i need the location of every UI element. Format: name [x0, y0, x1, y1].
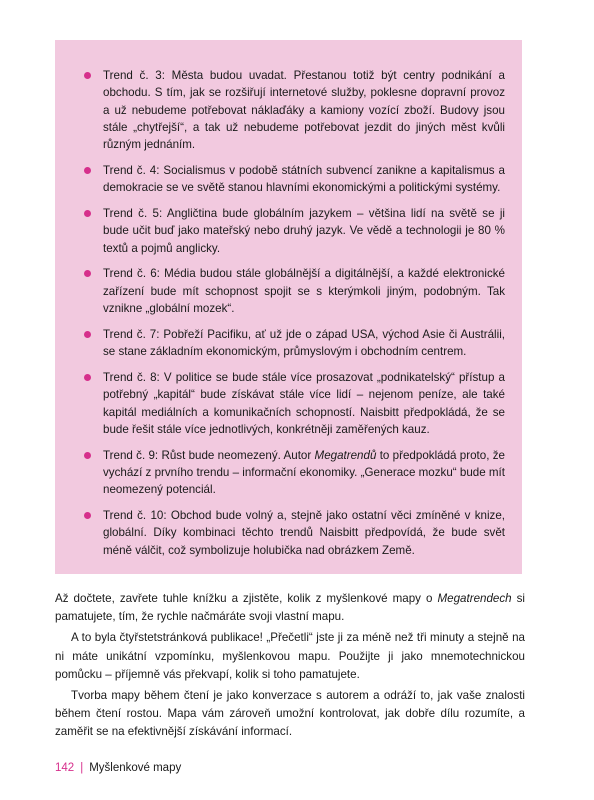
trend-list [84, 67, 505, 559]
bullet-icon [84, 270, 91, 277]
paragraph-3: Tvorba mapy během čtení je jako konverzace s autorem a odráží to, jak vaše znalosti během čtení rostou. Mapa vám zároveň umožní kontrolovat, jak dobře dílu rozumíte, a zaměřit se na efektivnější získávání informací. [55, 689, 525, 739]
paragraph-2: A to byla čtyřstetstránková publikace! „Přečetli“ jste ji za méně než tři minuty a stejně na ni máte unikátní vzpomínku, myšlenkovou mapu. Použijte ji jako mnemotechnickou pomůcku – příjemně vás překvapí, kolik si toho pamatujete. [55, 631, 525, 681]
bullet-icon [84, 512, 91, 519]
paragraph-1-italic: Megatrendech [437, 592, 512, 605]
trend-text: Města budou uvadat. Přestanou totiž být centry podnikání a obchodu. S tím, jak se rozšiřují internetové služby, poklesne dopravní provoz a už nebudeme potřebovat náklaďáky a kamiony vozící zboží. Budovy jsou stále „chytřejší“, a tak už nebudeme potřebovat jezdit do jiných měst kvůli různým jednáním. [103, 69, 505, 152]
trend-text: Pobřeží Pacifiku, ať už jde o západ USA, východ Asie či Austrálii, se stane základním ekonomickým, průmyslovým i obchodním centrem. [103, 327, 505, 359]
paragraph-1-after: si pamatujete, tím, že rychle načmáráte svoji vlastní mapu. [55, 592, 526, 624]
trend-item-4 [84, 162, 505, 197]
bullet-icon [84, 210, 91, 217]
bullet-icon [84, 331, 91, 338]
paragraph-1 [55, 590, 525, 626]
trend-item-8 [84, 369, 505, 438]
section-title: Myšlenkové mapy [89, 762, 182, 774]
trend-item-7 [84, 326, 505, 361]
trend-text: Média budou stále globálnější a digitálnější, a každé elektronické zařízení bude mít schopnost spojit se s kterýmkoli jiným, podobným. Tak vznikne „globální mozek“. [103, 267, 505, 316]
trend-item-3 [84, 67, 505, 153]
trend-prefix: Trend č. 9: [103, 448, 162, 462]
footer-separator: | [80, 762, 84, 774]
trend-prefix: Trend č. 4: [103, 163, 164, 177]
trend-text-before: Růst bude neomezený. Autor [161, 448, 315, 462]
book-title-italic: Megatrendů [314, 448, 377, 462]
body-text [55, 590, 525, 745]
trend-prefix: Trend č. 10: [103, 509, 171, 523]
bullet-icon [84, 167, 91, 174]
trend-prefix: Trend č. 3: [103, 69, 172, 82]
trend-text: Obchod bude volný a, stejně jako ostatní věci zmíněné v knize, globální. Díky kombinaci těchto trendů Naisbitt předpovídá, že bude svět méně válčit, což symbolizuje holubička nad obrázkem Země. [103, 509, 505, 557]
trend-text: Socialismus v podobě státních subvencí zanikne a kapitalismus a demokracie se ve světě stanou hlavními ekonomickými a politickými systémy. [103, 163, 505, 195]
trend-prefix: Trend č. 5: [103, 207, 167, 221]
bullet-icon [84, 72, 91, 79]
bullet-icon [84, 452, 91, 459]
trend-text: V politice se bude stále více prosazovat „podnikatelský“ přístup a potřebný „kapitál“ bude získávat stále více lidí – nejenom peníze, ale také kapitál mediálních a komunikačních schopností. Naisbitt předpokládá, že se bude řešit stále více jednotlivých, konkrétněji zaměřených kauz. [103, 370, 505, 436]
page-footer [55, 760, 181, 776]
trend-item-5 [84, 205, 505, 257]
paragraph-1-before: Až dočtete, zavřete tuhle knížku a zjistěte, kolik z myšlenkové mapy o [55, 592, 438, 605]
trend-prefix: Trend č. 7: [103, 327, 164, 341]
trend-item-6 [84, 265, 505, 317]
trend-item-9 [84, 447, 505, 499]
trend-prefix: Trend č. 8: [103, 370, 164, 384]
bullet-icon [84, 374, 91, 381]
trend-prefix: Trend č. 6: [103, 267, 165, 281]
page-number: 142 [55, 762, 75, 774]
trends-box [55, 40, 522, 574]
trend-text-after: to předpokládá proto, že vychází z prvního trendu – informační ekonomiky. „Generace mozku“ bude mít neomezený potenciál. [103, 448, 505, 497]
trend-item-10 [84, 507, 505, 559]
trend-text: Angličtina bude globálním jazykem – většina lidí na světě se ji bude učit buď jako mateřský nebo druhý jazyk. Ve vědě a technologii je 80 % textů a pojmů anglicky. [103, 207, 505, 255]
